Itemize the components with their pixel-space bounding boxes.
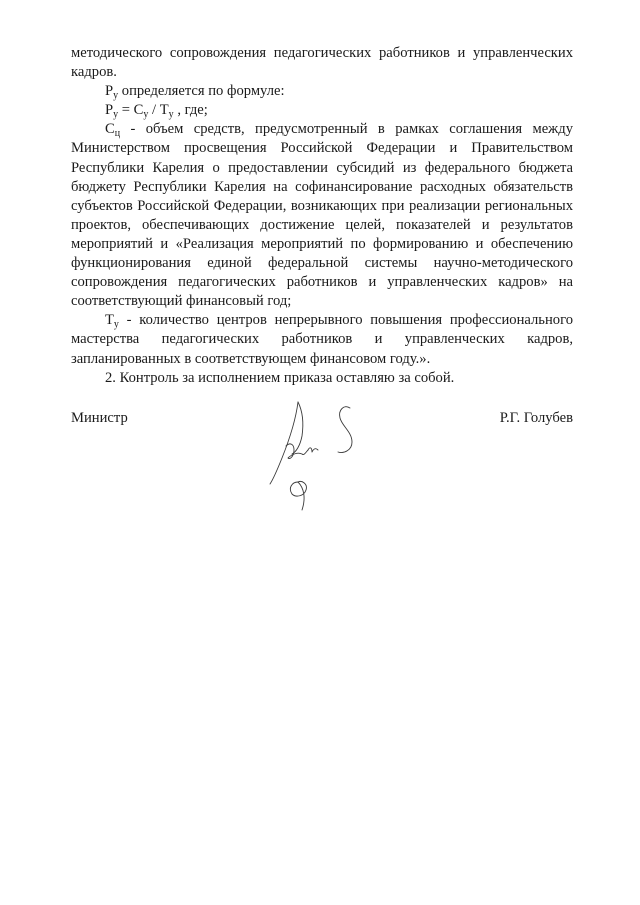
signatory-role: Министр	[71, 410, 128, 426]
signature-stroke-1	[270, 402, 298, 484]
signature-stroke-5	[338, 407, 352, 453]
formula-eq: = С	[118, 102, 144, 119]
definition-c	[71, 120, 573, 311]
paragraph-continuation: методического сопровождения педагогических работников и управленческих кадров.	[71, 45, 573, 81]
definition-c-text: - объем средств, предусмотренный в рамках соглашения между Министерством просвещения Российской Федерации и Правительством Республики Карелия о предоставлении субсидий из федерального бюджета бюджету Республики Карелия на софинансирование расходных обязательств субъектов Российской Федерации, возникающих при реализации региональных проектов, обеспечивающих достижение целей, показателей и результатов мероприятий и «Реализация мероприятий по формированию и обеспечению функционирования единой федеральной системы научно-методического сопровождения педагогических работников и управленческих кадров» на соответствующий финансовый год;	[71, 121, 573, 310]
formula-t-sub: у	[168, 109, 174, 121]
formula-intro-sub: у	[113, 90, 119, 102]
document-body	[71, 44, 573, 388]
formula-div: / Т	[148, 102, 169, 119]
formula-intro-var: Р	[105, 83, 114, 100]
definition-t	[71, 311, 573, 368]
formula-line	[71, 101, 573, 120]
item-2: 2. Контроль за исполнением приказа оставляю за собой.	[105, 369, 455, 386]
definition-t-var: Т	[105, 312, 114, 329]
signature-stroke-4	[308, 448, 318, 452]
signature-stroke-6	[290, 481, 306, 510]
definition-t-text: - количество центров непрерывного повышения профессионального мастерства педагогических работников и управленческих кадров, запланированных в соответствующем финансовом году.».	[71, 312, 573, 367]
signature-stroke-3	[286, 444, 308, 459]
definition-c-sub: ц	[114, 128, 121, 140]
formula-tail: , где;	[173, 102, 208, 119]
formula-lhs-sub: у	[113, 109, 119, 121]
formula-intro-text: определяется по формуле:	[118, 83, 285, 100]
formula-lhs: Р	[105, 102, 114, 119]
definition-t-sub: у	[113, 319, 119, 331]
signatory-name: Р.Г. Голубев	[499, 410, 573, 426]
definition-c-var: С	[105, 121, 115, 138]
formula-c-sub: у	[143, 109, 149, 121]
handwritten-signature	[252, 388, 382, 518]
formula-intro	[71, 82, 573, 101]
